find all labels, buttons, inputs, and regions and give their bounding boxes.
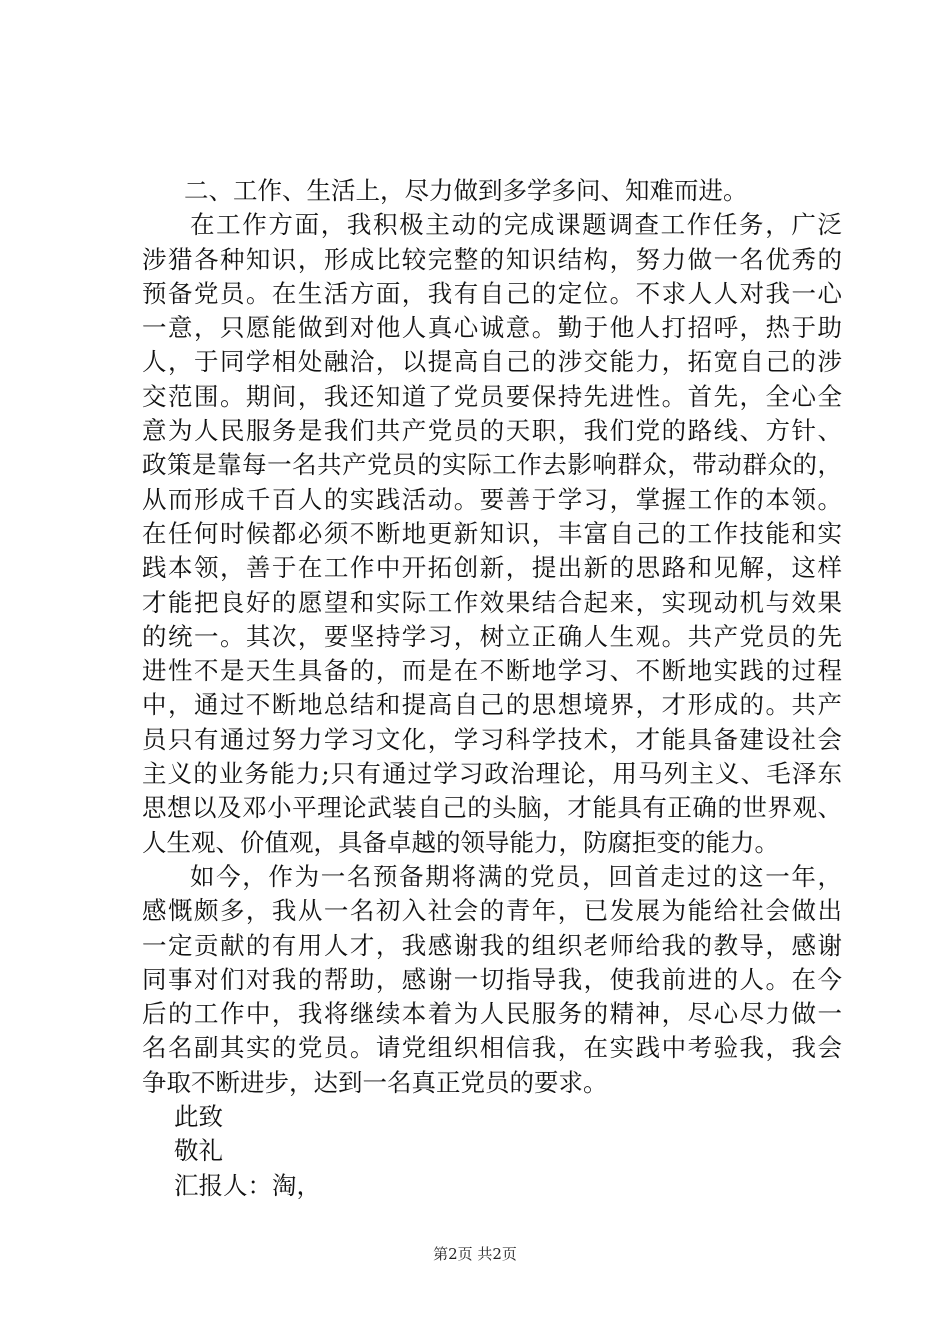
- paragraph-work-life: [142, 208, 842, 860]
- paragraph-line: 员只有通过努力学习文化，学习科学技术，才能具备建设社会: [142, 724, 842, 754]
- paragraph-line: 在工作方面，我积极主动的完成课题调查工作任务，广泛: [190, 210, 842, 240]
- closing-regards: 敬礼: [174, 1136, 223, 1166]
- paragraph-line: 名名副其实的党员。请党组织相信我，在实践中考验我，我会: [142, 1033, 842, 1063]
- paragraph-line: 才能把良好的愿望和实际工作效果结合起来，实现动机与效果: [142, 587, 842, 617]
- paragraph-line: 主义的业务能力;只有通过学习政治理论，用马列主义、毛泽东: [142, 759, 842, 789]
- paragraph-line: 从而形成千百人的实践活动。要善于学习，掌握工作的本领。: [142, 484, 842, 514]
- paragraph-line: 人，于同学相处融洽，以提高自己的涉交能力，拓宽自己的涉: [142, 347, 842, 377]
- page-footer: [0, 1244, 950, 1264]
- page-number: 第2页 共2页: [433, 1245, 517, 1263]
- paragraph-line: 在任何时候都必须不断地更新知识，丰富自己的工作技能和实: [142, 518, 842, 548]
- closing-salute: 此致: [174, 1102, 223, 1132]
- paragraph-line: 一定贡献的有用人才，我感谢我的组织老师给我的教导，感谢: [142, 930, 842, 960]
- paragraph-line: 一意，只愿能做到对他人真心诚意。勤于他人打招呼，热于助: [142, 313, 842, 343]
- paragraph-line: 同事对们对我的帮助，感谢一切指导我，使我前进的人。在今: [142, 964, 842, 994]
- paragraph-line: 人生观、价值观，具备卓越的领导能力，防腐拒变的能力。: [142, 827, 779, 857]
- paragraph-line: 感慨颇多，我从一名初入社会的青年，已发展为能给社会做出: [142, 896, 842, 926]
- paragraph-line: 政策是靠每一名共产党员的实际工作去影响群众，带动群众的，: [142, 450, 842, 480]
- section-heading: 二、工作、生活上，尽力做到多学多问、知难而进。: [184, 176, 748, 205]
- paragraph-line: 预备党员。在生活方面，我有自己的定位。不求人人对我一心: [142, 278, 842, 308]
- paragraph-line: 中，通过不断地总结和提高自己的思想境界，才形成的。共产: [142, 690, 842, 720]
- paragraph-line: 如今，作为一名预备期将满的党员，回首走过的这一年，: [190, 861, 842, 891]
- paragraph-line: 交范围。期间，我还知道了党员要保持先进性。首先，全心全: [142, 381, 842, 411]
- paragraph-line: 争取不断进步，达到一名真正党员的要求。: [142, 1067, 608, 1097]
- paragraph-line: 思想以及邓小平理论武装自己的头脑，才能具有正确的世界观、: [142, 793, 842, 823]
- document-body: [142, 174, 842, 1203]
- signature: 汇报人：淘，: [174, 1170, 321, 1200]
- paragraph-reflection: [142, 860, 842, 1100]
- paragraph-line: 践本领，善于在工作中开拓创新，提出新的思路和见解，这样: [142, 553, 842, 583]
- paragraph-line: 的统一。其次，要坚持学习，树立正确人生观。共产党员的先: [142, 621, 842, 651]
- paragraph-line: 意为人民服务是我们共产党员的天职，我们党的路线、方针、: [142, 416, 842, 446]
- paragraph-line: 后的工作中，我将继续本着为人民服务的精神，尽心尽力做一: [142, 999, 842, 1029]
- paragraph-line: 涉猎各种知识，形成比较完整的知识结构，努力做一名优秀的: [142, 244, 842, 274]
- paragraph-line: 进性不是天生具备的，而是在不断地学习、不断地实践的过程: [142, 656, 842, 686]
